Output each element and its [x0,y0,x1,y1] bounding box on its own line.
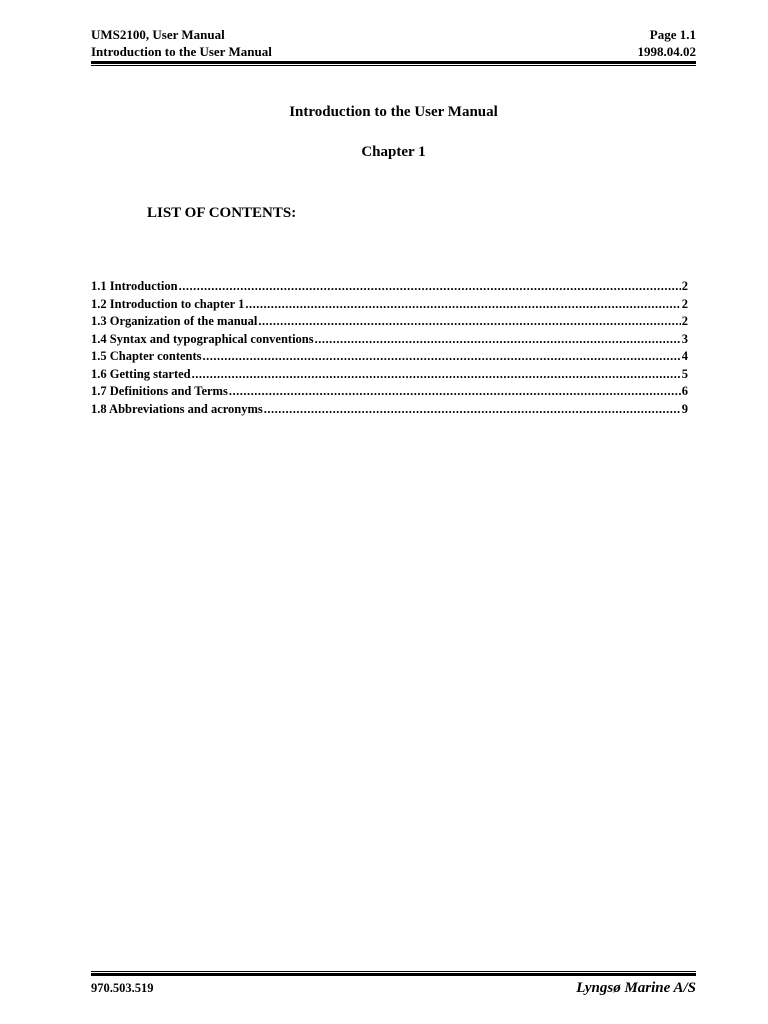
toc-entry-page: 9 [681,401,688,416]
chapter-title: Chapter 1 [361,144,426,160]
toc-dot-leader [264,401,681,419]
header-row-1 [91,26,696,43]
toc-dot-leader [192,366,681,384]
toc-dot-leader [203,348,681,366]
toc-entry-label: 1.2 Introduction to chapter 1 [91,296,245,311]
toc-entry-page: 2 [681,279,688,293]
footer-rule [91,971,696,976]
toc-entry-label: 1.3 Organization of the manual [91,314,258,328]
footer-document-number: 970.503.519 [91,981,154,995]
page-header [91,26,696,60]
toc-entry-page: 2 [681,296,688,311]
contents-heading: LIST OF CONTENTS: [147,205,297,221]
toc-entry[interactable] [91,313,688,331]
toc-entry[interactable] [91,331,688,349]
document-title: Introduction to the User Manual [289,104,498,120]
toc-entry-page: 3 [681,331,688,346]
toc-entry[interactable] [91,296,688,314]
toc-dot-leader [245,296,680,314]
toc-entry-label: 1.4 Syntax and typographical conventions [91,331,314,346]
toc-entry[interactable] [91,366,688,384]
toc-entry-label: 1.8 Abbreviations and acronyms [91,401,263,416]
page-footer [91,980,696,997]
toc-entry[interactable] [91,278,688,296]
toc-entry-label: 1.5 Chapter contents [91,349,202,363]
header-section: Introduction to the User Manual [91,44,272,59]
footer-company-name: Lyngsø Marine A/S [576,980,696,996]
header-rule [91,61,696,66]
toc-entry-page: 6 [681,384,688,398]
toc-entry[interactable] [91,401,688,419]
toc-dot-leader [315,331,681,349]
toc-entry-label: 1.6 Getting started [91,366,191,381]
header-page-number: Page 1.1 [649,27,696,42]
toc-entry-label: 1.7 Definitions and Terms [91,384,228,398]
header-product: UMS2100, User Manual [91,27,225,42]
toc-dot-leader [258,313,680,331]
toc-dot-leader [229,383,681,401]
toc-dot-leader [179,278,681,296]
toc-entry[interactable] [91,383,688,401]
toc-entry-page: 2 [681,314,688,328]
toc-entry-page: 5 [681,366,688,381]
header-date: 1998.04.02 [637,44,696,59]
toc-entry-label: 1.1 Introduction [91,279,178,293]
toc-entry[interactable] [91,348,688,366]
toc-entry-page: 4 [681,349,688,363]
header-row-2 [91,43,696,60]
table-of-contents [91,278,688,418]
